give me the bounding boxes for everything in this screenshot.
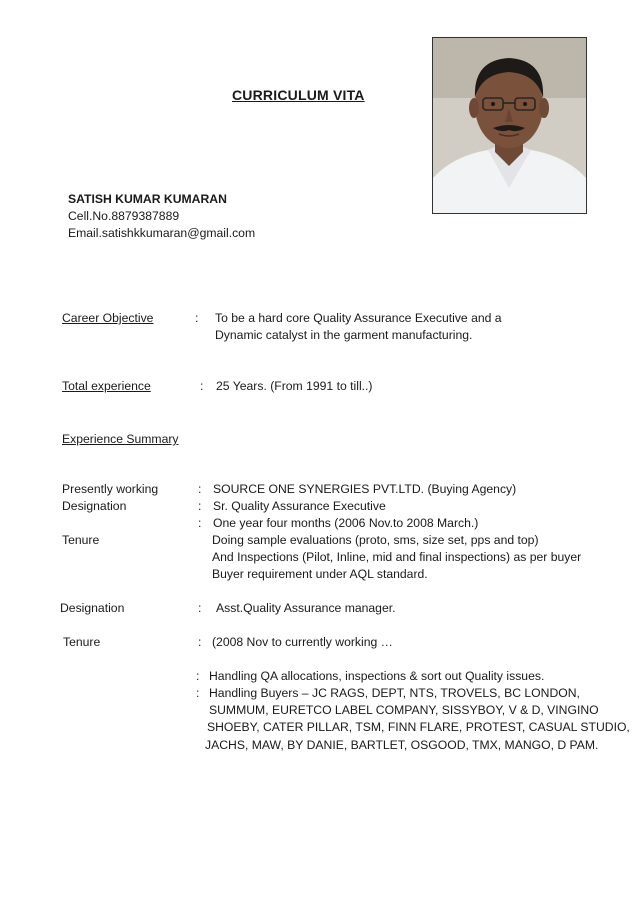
duty-line-1: Doing sample evaluations (proto, sms, size set, pps and top): [212, 533, 539, 547]
responsibility-1-separator: :: [196, 669, 200, 683]
phone-number: Cell.No.8879387889: [68, 209, 180, 223]
tenure-2-separator: :: [198, 635, 202, 649]
presently-working-separator: :: [198, 482, 202, 496]
responsibility-line-1: Handling QA allocations, inspections & sort out Quality issues.: [209, 669, 545, 683]
document-title: CURRICULUM VITA: [232, 87, 365, 103]
duty-line-3: Buyer requirement under AQL standard.: [212, 567, 428, 581]
designation-2-value: Asst.Quality Assurance manager.: [216, 601, 396, 615]
candidate-name: SATISH KUMAR KUMARAN: [68, 192, 227, 206]
tenure-2-value: (2008 Nov to currently working …: [212, 635, 393, 649]
designation-label: Designation: [62, 499, 127, 513]
period-separator: :: [198, 516, 202, 530]
responsibility-2-separator: :: [196, 686, 200, 700]
responsibility-line-2: Handling Buyers – JC RAGS, DEPT, NTS, TROVELS, BC LONDON,: [209, 686, 580, 700]
designation-separator: :: [198, 499, 202, 513]
designation-2-separator: :: [198, 601, 202, 615]
email-address: Email.satishkkumaran@gmail.com: [68, 226, 256, 240]
responsibility-line-5: JACHS, MAW, BY DANIE, BARTLET, OSGOOD, TMX, MANGO, D PAM.: [205, 738, 599, 752]
profile-photo: [432, 37, 587, 214]
total-experience-label: Total experience: [62, 379, 151, 393]
period-value: One year four months (2006 Nov.to 2008 March.): [213, 516, 479, 530]
presently-working-label: Presently working: [62, 482, 159, 496]
career-objective-line-2: Dynamic catalyst in the garment manufacturing.: [215, 328, 473, 342]
tenure-label: Tenure: [62, 533, 100, 547]
designation-2-label: Designation: [60, 601, 125, 615]
career-objective-separator: :: [195, 311, 199, 325]
company-name: SOURCE ONE SYNERGIES PVT.LTD. (Buying Agency): [213, 482, 517, 496]
career-objective-label: Career Objective: [62, 311, 154, 325]
total-experience-separator: :: [200, 379, 204, 393]
career-objective-line-1: To be a hard core Quality Assurance Executive and a: [215, 311, 502, 325]
experience-summary-heading: Experience Summary: [62, 432, 179, 446]
responsibility-line-3: SUMMUM, EURETCO LABEL COMPANY, SISSYBOY, V & D, VINGINO: [209, 703, 599, 717]
duty-line-2: And Inspections (Pilot, Inline, mid and final inspections) as per buyer: [212, 550, 582, 564]
responsibility-line-4: SHOEBY, CATER PILLAR, TSM, FINN FLARE, PROTEST, CASUAL STUDIO,: [207, 720, 630, 734]
total-experience-value: 25 Years. (From 1991 to till..): [216, 379, 373, 393]
portrait-image: [433, 38, 586, 213]
designation-value: Sr. Quality Assurance Executive: [213, 499, 386, 513]
tenure-2-label: Tenure: [63, 635, 101, 649]
